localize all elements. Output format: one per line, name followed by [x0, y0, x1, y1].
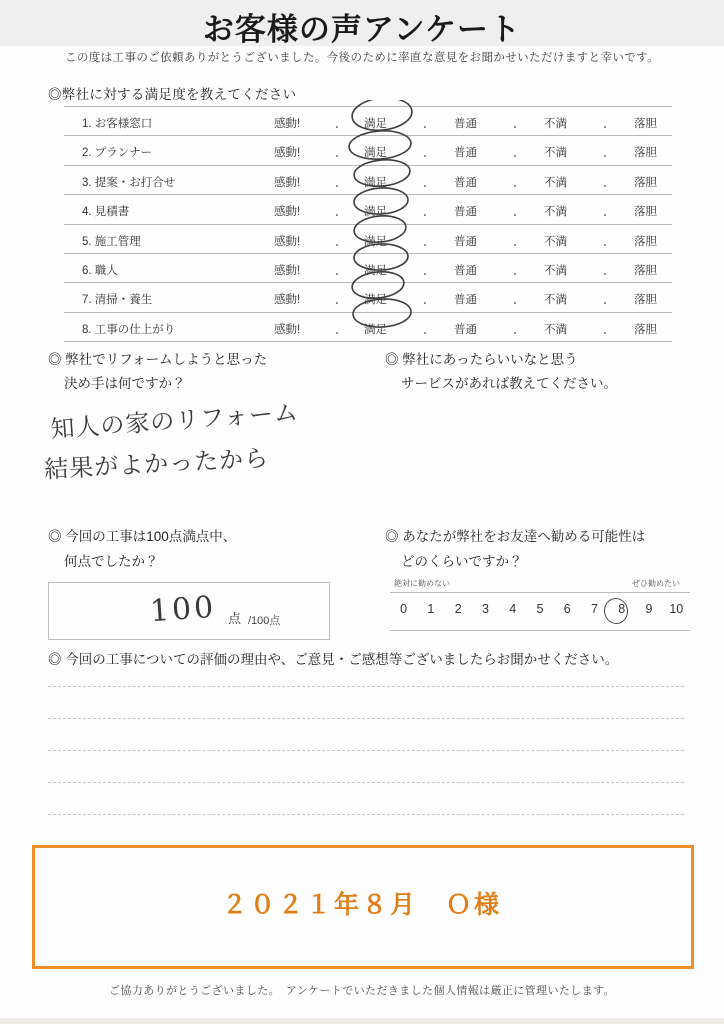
question-nps-line2: どのくらいですか？: [401, 554, 523, 569]
question-reason: [48, 348, 368, 396]
option-rakutan[interactable]: 落胆: [634, 264, 657, 277]
comment-line[interactable]: [48, 750, 684, 751]
handwritten-reason-line1: 知人の家のリフォーム: [49, 398, 300, 444]
question-score: [48, 524, 378, 574]
option-fuman[interactable]: 不満: [544, 323, 567, 336]
question-nps-line1: ◎ あなたが弊社をお友達へ勧める可能性は: [385, 529, 646, 544]
separator-dot: ・: [600, 269, 610, 281]
nps-value-10[interactable]: 10: [669, 602, 684, 616]
question-score-line2: 何点でしたか？: [64, 554, 159, 569]
footer-note: ご協力ありがとうございました。 アンケートでいただきました個人情報は厳正に管理いたします。: [109, 985, 615, 997]
option-kandou[interactable]: 感動!: [274, 118, 301, 130]
nps-divider-bottom: [390, 630, 690, 631]
option-fuman[interactable]: 不満: [544, 118, 567, 130]
separator-dot: ・: [332, 299, 342, 311]
comment-line[interactable]: [48, 782, 684, 783]
option-fuman[interactable]: 不満: [544, 235, 567, 248]
separator-dot: ・: [332, 123, 342, 134]
nps-caption-left: 絶対に勧めない: [394, 579, 450, 588]
option-futsuu[interactable]: 普通: [454, 323, 477, 336]
option-fuman[interactable]: 不満: [544, 294, 567, 307]
separator-dot: ・: [600, 240, 610, 252]
nps-value-7[interactable]: 7: [591, 602, 598, 616]
separator-dot: ・: [600, 152, 610, 164]
option-rakutan[interactable]: 落胆: [634, 147, 657, 160]
separator-dot: ・: [420, 152, 430, 164]
row-label: 4. 見積書: [82, 206, 130, 219]
nps-value-9[interactable]: 9: [645, 602, 653, 616]
separator-dot: ・: [510, 240, 520, 252]
question-service-line1: ◎ 弊社にあったらいいなと思う: [385, 352, 578, 367]
option-kandou[interactable]: 感動!: [274, 323, 301, 336]
separator-dot: ・: [600, 123, 610, 134]
option-manzoku[interactable]: 満足: [364, 235, 387, 248]
nps-scale-widget[interactable]: [390, 578, 690, 640]
separator-dot: ・: [600, 299, 610, 311]
nps-value-0[interactable]: 0: [400, 602, 408, 616]
satisfaction-heading: ◎弊社に対する満足度を教えてください: [48, 87, 297, 102]
separator-dot: ・: [600, 211, 610, 223]
comment-line[interactable]: [48, 718, 684, 719]
handwritten-reason-line2: 結果がよかったから: [43, 444, 270, 484]
option-manzoku[interactable]: 満足: [364, 206, 387, 219]
option-kandou[interactable]: 感動!: [274, 147, 301, 160]
question-comment: ◎ 今回の工事についての評価の理由や、ご意見・ご感想等ございましたらお聞かせください。: [48, 652, 619, 667]
separator-dot: ・: [420, 269, 430, 281]
nps-caption-right: ぜひ勧めたい: [632, 579, 680, 588]
question-service-line2: サービスがあれば教えてください。: [401, 376, 617, 391]
nps-values: [390, 602, 690, 616]
nps-value-2[interactable]: 2: [454, 602, 462, 616]
separator-dot: ・: [332, 211, 342, 223]
comment-line[interactable]: [48, 814, 684, 815]
option-futsuu[interactable]: 普通: [454, 264, 477, 277]
nps-divider-top: [390, 592, 690, 593]
option-futsuu[interactable]: 普通: [454, 294, 477, 307]
separator-dot: ・: [332, 240, 342, 252]
row-label: 6. 職人: [82, 264, 118, 277]
score-max-label: /100点: [248, 615, 281, 627]
date-customer-label: ２０２１年８月 Ｏ様: [221, 890, 502, 919]
nps-selected-mark: [602, 596, 629, 625]
table-row: [64, 313, 672, 342]
option-fuman[interactable]: 不満: [544, 264, 567, 277]
option-fuman[interactable]: 不満: [544, 176, 567, 189]
option-kandou[interactable]: 感動!: [274, 176, 301, 189]
nps-value-4[interactable]: 4: [509, 602, 517, 616]
separator-dot: ・: [600, 181, 610, 193]
option-rakutan[interactable]: 落胆: [634, 176, 657, 189]
separator-dot: ・: [510, 152, 520, 164]
row-label: 5. 施工管理: [82, 235, 141, 248]
comment-line[interactable]: [48, 686, 684, 687]
separator-dot: ・: [420, 211, 430, 223]
option-futsuu[interactable]: 普通: [454, 118, 477, 130]
table-row: [64, 225, 672, 254]
option-manzoku[interactable]: 満足: [364, 294, 387, 307]
table-row: [64, 166, 672, 195]
row-label: 8. 工事の仕上がり: [82, 323, 176, 336]
separator-dot: ・: [510, 123, 520, 134]
option-futsuu[interactable]: 普通: [454, 176, 477, 189]
row-label: 2. プランナー: [82, 147, 153, 160]
option-kandou[interactable]: 感動!: [274, 294, 301, 307]
table-row: [64, 254, 672, 283]
option-kandou[interactable]: 感動!: [274, 206, 301, 219]
separator-dot: ・: [600, 328, 610, 340]
separator-dot: ・: [420, 123, 430, 134]
question-reason-line1: ◎ 弊社でリフォームしようと思った: [48, 352, 268, 367]
option-rakutan[interactable]: 落胆: [634, 294, 657, 307]
separator-dot: ・: [332, 269, 342, 281]
separator-dot: ・: [420, 328, 430, 340]
question-reason-line2: 決め手は何ですか？: [64, 376, 186, 391]
separator-dot: ・: [510, 211, 520, 223]
separator-dot: ・: [332, 152, 342, 164]
nps-value-3[interactable]: 3: [481, 602, 489, 616]
nps-value-8[interactable]: 8: [618, 602, 626, 616]
handwritten-score: 100: [148, 589, 218, 630]
separator-dot: ・: [510, 328, 520, 340]
row-label: 1. お客様窓口: [82, 118, 153, 130]
option-futsuu[interactable]: 普通: [454, 206, 477, 219]
option-rakutan[interactable]: 落胆: [634, 235, 657, 248]
nps-value-1[interactable]: 1: [427, 602, 435, 616]
option-manzoku[interactable]: 満足: [364, 323, 387, 336]
option-manzoku[interactable]: 満足: [364, 176, 387, 189]
option-kandou[interactable]: 感動!: [274, 235, 301, 248]
separator-dot: ・: [510, 299, 520, 311]
table-row: [64, 195, 672, 224]
separator-dot: ・: [332, 181, 342, 193]
question-score-line1: ◎ 今回の工事は100点満点中、: [48, 529, 237, 544]
header-subtitle: この度は工事のご依頼ありがとうございました。今後のために率直な意見をお聞かせいただけますと幸いです。: [64, 52, 660, 64]
nps-value-6[interactable]: 6: [563, 602, 571, 616]
option-manzoku[interactable]: 満足: [364, 264, 387, 277]
page-title: お客様の声アンケート: [202, 12, 522, 48]
option-manzoku[interactable]: 満足: [364, 118, 387, 130]
handwritten-reason-answer: [43, 398, 380, 498]
separator-dot: ・: [420, 299, 430, 311]
separator-dot: ・: [420, 181, 430, 193]
option-rakutan[interactable]: 落胆: [634, 323, 657, 336]
separator-dot: ・: [420, 240, 430, 252]
satisfaction-table: [64, 106, 672, 342]
table-row: [64, 136, 672, 165]
question-service: [385, 348, 705, 396]
question-nps: [385, 524, 705, 574]
option-fuman[interactable]: 不満: [544, 206, 567, 219]
option-manzoku[interactable]: 満足: [364, 147, 387, 160]
separator-dot: ・: [332, 328, 342, 340]
row-label: 7. 清掃・養生: [82, 294, 153, 307]
option-rakutan[interactable]: 落胆: [634, 206, 657, 219]
row-label: 3. 提案・お打合せ: [82, 176, 176, 189]
footer-band: [0, 1018, 724, 1024]
score-unit-label: 点: [228, 611, 242, 626]
separator-dot: ・: [510, 181, 520, 193]
table-row: [64, 283, 672, 312]
table-row: [64, 106, 672, 136]
option-fuman[interactable]: 不満: [544, 147, 567, 160]
option-futsuu[interactable]: 普通: [454, 147, 477, 160]
separator-dot: ・: [510, 269, 520, 281]
option-rakutan[interactable]: 落胆: [634, 118, 657, 130]
nps-value-5[interactable]: 5: [536, 602, 544, 616]
option-kandou[interactable]: 感動!: [274, 264, 301, 277]
option-futsuu[interactable]: 普通: [454, 235, 477, 248]
